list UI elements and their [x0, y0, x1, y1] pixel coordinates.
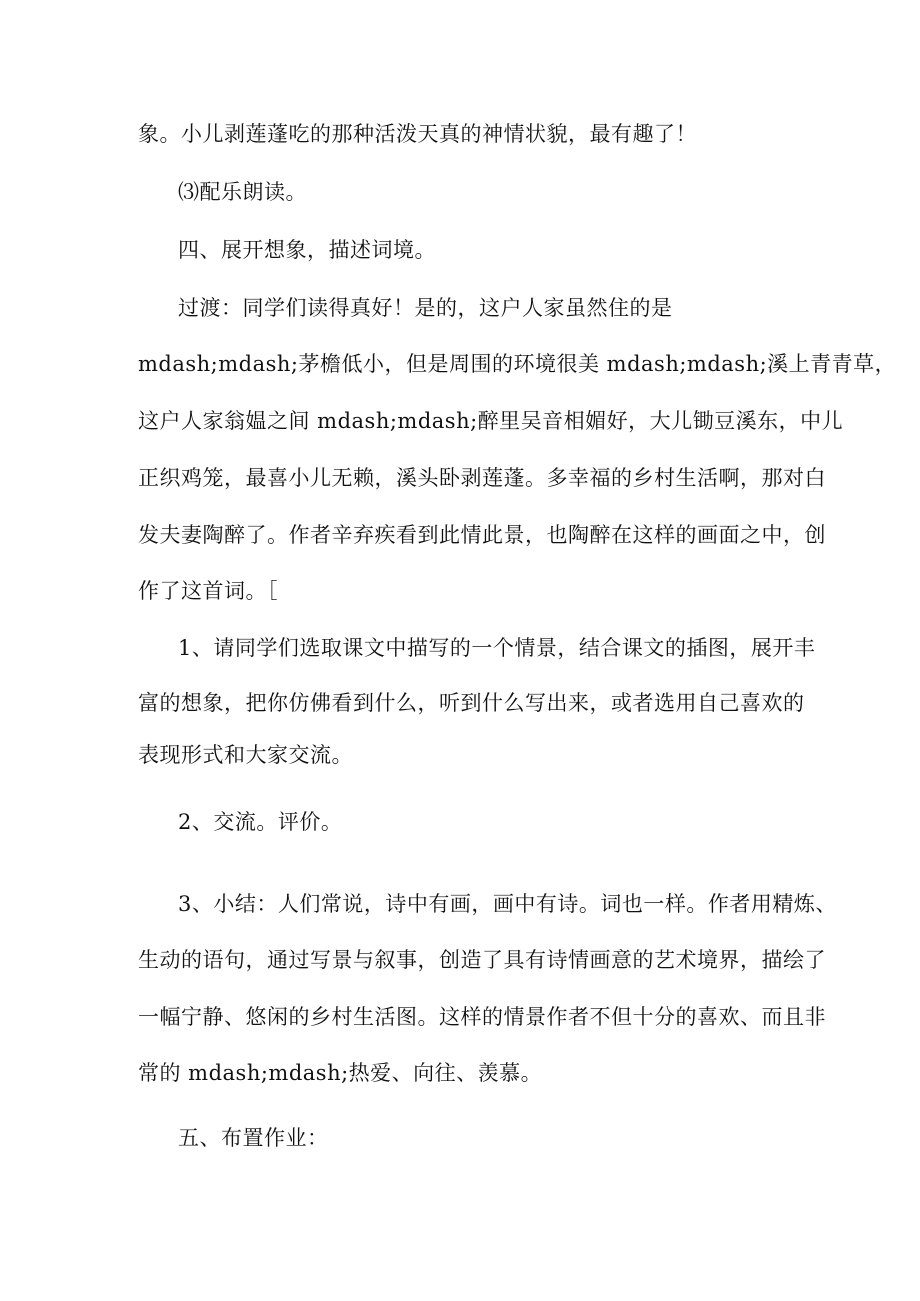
text-line-16: 一幅宁静、悠闲的乡村生活图。这样的情景作者不但十分的喜欢、而且非: [138, 1005, 826, 1029]
text-line-8: 发夫妻陶醉了。作者辛弃疾看到此情此景，也陶醉在这样的画面之中，创: [138, 523, 826, 547]
text-line-15: 生动的语句，通过写景与叙事，创造了具有诗情画意的艺术境界，描绘了: [138, 948, 826, 972]
text-line-4: 过渡：同学们读得真好！是的，这户人家虽然住的是: [178, 296, 673, 320]
text-line-17: 常的 mdash;mdash;热爱、向往、羡慕。: [138, 1061, 543, 1085]
text-line-5: mdash;mdash;茅檐低小，但是周围的环境很美 mdash;mdash;溪上青青草，: [138, 352, 897, 376]
text-line-12: 表现形式和大家交流。: [138, 743, 353, 767]
text-line-9: 作了这首词。［: [138, 579, 278, 603]
text-line-6: 这户人家翁媪之间 mdash;mdash;醉里吴音相媚好，大儿锄豆溪东，中儿: [138, 409, 844, 433]
text-line-7: 正织鸡笼，最喜小儿无赖，溪头卧剥莲蓬。多幸福的乡村生活啊，那对白: [138, 466, 826, 490]
text-line-13: 2、交流。评价。: [178, 810, 343, 834]
text-line-10: 1、请同学们选取课文中描写的一个情景，结合课文的插图，展开丰: [178, 636, 816, 660]
text-line-2: ⑶配乐朗读。: [178, 180, 307, 204]
text-line-11: 富的想象，把你仿佛看到什么，听到什么写出来，或者选用自己喜欢的: [138, 691, 805, 715]
section-heading-5: 五、布置作业：: [178, 1126, 329, 1150]
text-line-14: 3、小结：人们常说，诗中有画，画中有诗。词也一样。作者用精炼、: [178, 892, 837, 916]
section-heading-4: 四、展开想象，描述词境。: [178, 238, 436, 262]
text-line-1: 象。小儿剥莲蓬吃的那种活泼天真的神情状貌，最有趣了！: [138, 122, 697, 146]
